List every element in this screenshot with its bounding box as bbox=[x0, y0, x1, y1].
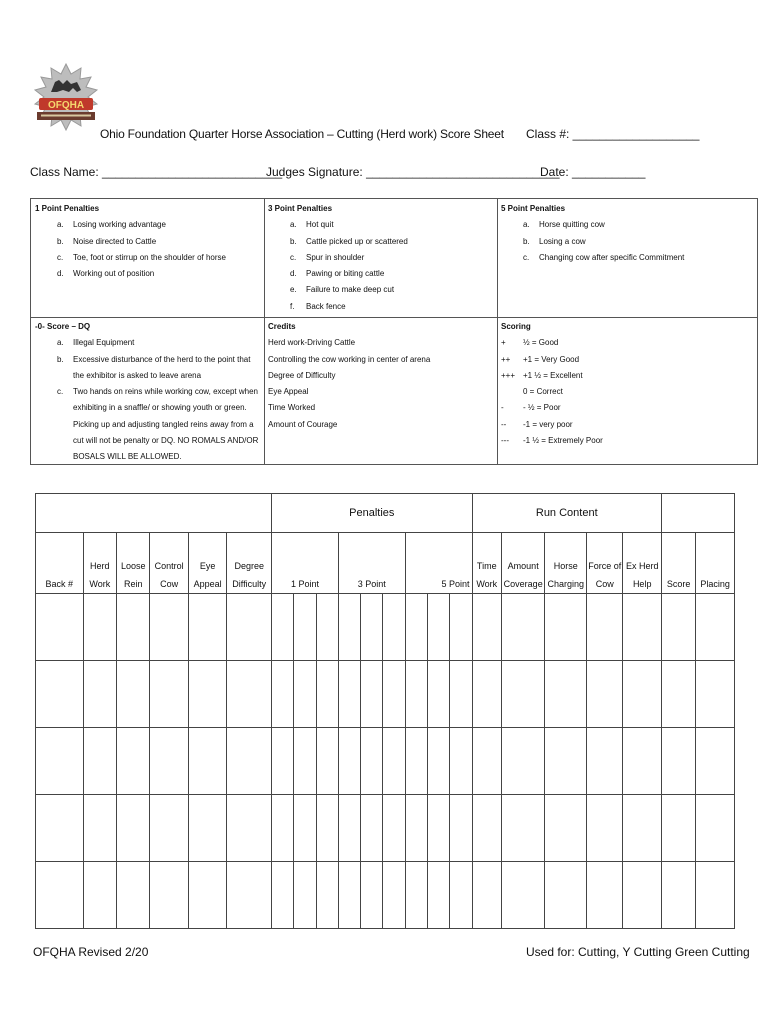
score-entry-cell[interactable] bbox=[405, 594, 427, 661]
form-title: Ohio Foundation Quarter Horse Association – Cutting (Herd work) Score Sheet bbox=[100, 127, 504, 141]
score-entry-cell[interactable] bbox=[338, 862, 360, 929]
score-entry-cell[interactable] bbox=[117, 661, 150, 728]
credit-item: Controlling the cow working in center of arena bbox=[268, 354, 431, 364]
score-entry-cell[interactable] bbox=[586, 795, 622, 862]
score-entry-cell[interactable] bbox=[83, 661, 116, 728]
score-entry-cell[interactable] bbox=[623, 661, 662, 728]
scoring-title: Scoring bbox=[501, 322, 531, 331]
five-point-penalties bbox=[497, 199, 759, 268]
revised-note: OFQHA Revised 2/20 bbox=[33, 945, 149, 959]
credit-item: Eye Appeal bbox=[268, 387, 309, 397]
score-entry-cell[interactable] bbox=[472, 795, 501, 862]
score-entry-cell[interactable] bbox=[472, 728, 501, 795]
score-entry-cell[interactable] bbox=[188, 795, 226, 862]
score-entry-cell[interactable] bbox=[316, 594, 338, 661]
score-entry-cell[interactable] bbox=[405, 661, 427, 728]
credit-item: Amount of Courage bbox=[268, 419, 338, 429]
score-entry-cell[interactable] bbox=[545, 795, 587, 862]
score-entry-cell[interactable] bbox=[428, 661, 450, 728]
score-entry-cell[interactable] bbox=[316, 728, 338, 795]
score-entry-cell[interactable] bbox=[294, 661, 316, 728]
score-entry-cell[interactable] bbox=[338, 661, 360, 728]
score-entry-cell[interactable] bbox=[586, 661, 622, 728]
score-entry-cell[interactable] bbox=[338, 795, 360, 862]
score-entry-cell[interactable] bbox=[545, 862, 587, 929]
score-entry-cell[interactable] bbox=[472, 594, 501, 661]
score-entry-cell[interactable] bbox=[117, 862, 150, 929]
table-row bbox=[36, 594, 735, 661]
score-rows bbox=[36, 594, 735, 929]
list-item: e. Failure to make deep cut bbox=[290, 285, 395, 295]
run-content-group-header: Run Content bbox=[472, 494, 661, 533]
score-entry-cell[interactable] bbox=[227, 795, 272, 862]
score-entry-cell[interactable] bbox=[188, 594, 226, 661]
col-horse-charging: Horse Charging bbox=[545, 533, 587, 594]
table-row bbox=[36, 862, 735, 929]
score-entry-cell[interactable] bbox=[227, 661, 272, 728]
score-entry-cell[interactable] bbox=[501, 661, 545, 728]
score-entry-cell[interactable] bbox=[696, 795, 735, 862]
list-item: c. Spur in shoulder bbox=[290, 252, 365, 262]
score-entry-cell[interactable] bbox=[661, 795, 695, 862]
score-entry-cell[interactable] bbox=[545, 728, 587, 795]
score-entry-cell[interactable] bbox=[501, 728, 545, 795]
list-item: b. Excessive disturbance of the herd to the point that the exhibitor is asked to leave arena bbox=[57, 354, 251, 380]
judges-signature-field[interactable]: Judges Signature: _____________________________ bbox=[266, 165, 560, 179]
penalties-group-header: Penalties bbox=[272, 494, 473, 533]
score-entry-cell[interactable] bbox=[383, 728, 405, 795]
score-entry-cell[interactable] bbox=[83, 795, 116, 862]
list-item: a. Horse quitting cow bbox=[523, 220, 605, 230]
dq-title: -0- Score – DQ bbox=[35, 322, 91, 331]
date-field[interactable]: Date: ___________ bbox=[540, 165, 646, 179]
col-back-number: Back # bbox=[36, 533, 84, 594]
scoring-item: ++ +1 = Very Good bbox=[501, 354, 580, 364]
score-entry-cell[interactable] bbox=[227, 862, 272, 929]
credits-title: Credits bbox=[268, 322, 296, 331]
score-entry-cell[interactable] bbox=[272, 795, 294, 862]
score-entry-cell[interactable] bbox=[83, 862, 116, 929]
score-entry-cell[interactable] bbox=[117, 594, 150, 661]
score-entry-cell[interactable] bbox=[623, 862, 662, 929]
list-item: a. Illegal Equipment bbox=[57, 338, 135, 348]
score-entry-cell[interactable] bbox=[294, 795, 316, 862]
five-point-title: 5 Point Penalties bbox=[501, 204, 566, 213]
score-entry-cell[interactable] bbox=[117, 795, 150, 862]
class-number-field[interactable]: Class #: ___________________ bbox=[526, 127, 700, 141]
score-entry-cell[interactable] bbox=[405, 862, 427, 929]
score-entry-cell[interactable] bbox=[117, 728, 150, 795]
score-entry-cell[interactable] bbox=[450, 795, 472, 862]
col-control-cow: Control Cow bbox=[150, 533, 188, 594]
credits bbox=[264, 317, 497, 435]
score-entry-cell[interactable] bbox=[501, 795, 545, 862]
used-for-note: Used for: Cutting, Y Cutting Green Cutting bbox=[526, 945, 750, 959]
col-time-work: Time Work bbox=[472, 533, 501, 594]
score-entry-cell[interactable] bbox=[36, 728, 84, 795]
score-entry-cell[interactable] bbox=[294, 862, 316, 929]
score-entry-cell[interactable] bbox=[450, 862, 472, 929]
score-entry-cell[interactable] bbox=[227, 594, 272, 661]
col-degree-difficulty: Degree Difficulty bbox=[227, 533, 272, 594]
list-item: b. Losing a cow bbox=[523, 236, 586, 246]
score-entry-cell[interactable] bbox=[383, 862, 405, 929]
class-name-field[interactable]: Class Name: ___________________________ bbox=[30, 165, 283, 179]
scoring-item: - - ½ = Poor bbox=[501, 403, 561, 413]
score-entry-cell[interactable] bbox=[428, 728, 450, 795]
col-placing: Placing bbox=[696, 533, 735, 594]
col-eye-appeal: Eye Appeal bbox=[188, 533, 226, 594]
score-entry-cell[interactable] bbox=[696, 594, 735, 661]
credit-item: Degree of Difficulty bbox=[268, 370, 336, 380]
col-ex-herd-help: Ex Herd Help bbox=[623, 533, 662, 594]
score-entry-cell[interactable] bbox=[623, 728, 662, 795]
score-entry-cell[interactable] bbox=[623, 594, 662, 661]
score-entry-cell[interactable] bbox=[361, 795, 383, 862]
credit-item: Time Worked bbox=[268, 403, 316, 413]
scoring-item: + ½ = Good bbox=[501, 338, 559, 348]
score-entry-cell[interactable] bbox=[450, 661, 472, 728]
score-entry-cell[interactable] bbox=[361, 594, 383, 661]
score-entry-cell[interactable] bbox=[383, 795, 405, 862]
one-point-penalties bbox=[31, 199, 264, 284]
score-entry-cell[interactable] bbox=[338, 594, 360, 661]
score-entry-cell[interactable] bbox=[696, 728, 735, 795]
col-loose-rein: Loose Rein bbox=[117, 533, 150, 594]
score-entry-cell[interactable] bbox=[661, 661, 695, 728]
scoring-item: +++ +1 ½ = Excellent bbox=[501, 370, 583, 380]
score-entry-cell[interactable] bbox=[188, 661, 226, 728]
scoring-item: --- -1 ½ = Extremely Poor bbox=[501, 436, 603, 446]
score-entry-cell[interactable] bbox=[545, 661, 587, 728]
score-entry-cell[interactable] bbox=[150, 594, 188, 661]
score-entry-cell[interactable] bbox=[83, 728, 116, 795]
score-entry-cell[interactable] bbox=[83, 594, 116, 661]
score-entry-cell[interactable] bbox=[428, 594, 450, 661]
score-entry-cell[interactable] bbox=[661, 594, 695, 661]
col-amount-coverage: Amount Coverage bbox=[501, 533, 545, 594]
scoring-item: 0 = Correct bbox=[523, 387, 563, 397]
list-item: d. Pawing or biting cattle bbox=[290, 269, 385, 279]
table-row bbox=[36, 795, 735, 862]
score-entry-cell[interactable] bbox=[623, 795, 662, 862]
ofqha-logo bbox=[33, 62, 99, 132]
score-entry-cell[interactable] bbox=[586, 862, 622, 929]
score-entry-cell[interactable] bbox=[150, 728, 188, 795]
col-5-point: 5 Point bbox=[405, 533, 472, 594]
score-entry-cell[interactable] bbox=[545, 594, 587, 661]
score-entry-cell[interactable] bbox=[272, 661, 294, 728]
scoring-item: -- -1 = very poor bbox=[501, 419, 573, 429]
score-entry-cell[interactable] bbox=[428, 862, 450, 929]
blank-header-cell bbox=[36, 494, 272, 533]
list-item: a. Losing working advantage bbox=[57, 220, 166, 230]
score-entry-cell[interactable] bbox=[316, 862, 338, 929]
score-entry-cell[interactable] bbox=[316, 661, 338, 728]
score-entry-cell[interactable] bbox=[272, 728, 294, 795]
score-entry-cell[interactable] bbox=[36, 795, 84, 862]
blank-header-cell bbox=[661, 494, 734, 533]
scoring bbox=[497, 317, 759, 451]
score-entry-cell[interactable] bbox=[586, 728, 622, 795]
score-entry-cell[interactable] bbox=[36, 594, 84, 661]
score-entry-cell[interactable] bbox=[150, 661, 188, 728]
dq-rules bbox=[31, 317, 264, 468]
col-3-point: 3 Point bbox=[338, 533, 405, 594]
score-entry-cell[interactable] bbox=[428, 795, 450, 862]
list-item: b. Cattle picked up or scattered bbox=[290, 236, 408, 246]
score-table bbox=[35, 493, 735, 930]
score-entry-cell[interactable] bbox=[661, 728, 695, 795]
score-entry-cell[interactable] bbox=[450, 594, 472, 661]
table-row bbox=[36, 661, 735, 728]
score-entry-cell[interactable] bbox=[586, 594, 622, 661]
score-entry-cell[interactable] bbox=[227, 728, 272, 795]
col-1-point: 1 Point bbox=[272, 533, 339, 594]
score-entry-cell[interactable] bbox=[36, 862, 84, 929]
svg-text:OFQHA: OFQHA bbox=[47, 100, 85, 111]
list-item: c. Changing cow after specific Commitment bbox=[523, 252, 685, 262]
list-item: b. Noise directed to Cattle bbox=[57, 236, 157, 246]
credit-item: Herd work-Driving Cattle bbox=[268, 338, 356, 348]
list-item: a. Hot quit bbox=[290, 220, 334, 230]
score-entry-cell[interactable] bbox=[272, 862, 294, 929]
list-item: c. Two hands on reins while working cow, except when exhibiting in a snaffle/ or showing youth or green. Picking up and adjusting tangled reins away from a cut will not be penalty or DQ. NO ROMALS AND/OR BOSALS WILL BE ALLOWED. bbox=[57, 387, 259, 462]
score-entry-cell[interactable] bbox=[383, 661, 405, 728]
score-entry-cell[interactable] bbox=[361, 862, 383, 929]
score-entry-cell[interactable] bbox=[188, 728, 226, 795]
score-entry-cell[interactable] bbox=[501, 862, 545, 929]
score-entry-cell[interactable] bbox=[696, 661, 735, 728]
score-entry-cell[interactable] bbox=[405, 795, 427, 862]
three-point-penalties bbox=[264, 199, 497, 317]
score-entry-cell[interactable] bbox=[338, 728, 360, 795]
col-score: Score bbox=[661, 533, 695, 594]
score-entry-cell[interactable] bbox=[294, 594, 316, 661]
score-entry-cell[interactable] bbox=[501, 594, 545, 661]
score-entry-cell[interactable] bbox=[472, 661, 501, 728]
rules-box bbox=[30, 198, 758, 465]
score-entry-cell[interactable] bbox=[361, 661, 383, 728]
score-entry-cell[interactable] bbox=[383, 594, 405, 661]
col-herd-work: Herd Work bbox=[83, 533, 116, 594]
score-entry-cell[interactable] bbox=[661, 862, 695, 929]
table-row bbox=[36, 728, 735, 795]
score-entry-cell[interactable] bbox=[450, 728, 472, 795]
list-item: d. Working out of position bbox=[57, 269, 155, 279]
score-entry-cell[interactable] bbox=[361, 728, 383, 795]
list-item: f. Back fence bbox=[290, 301, 346, 311]
three-point-title: 3 Point Penalties bbox=[268, 204, 333, 213]
score-entry-cell[interactable] bbox=[150, 795, 188, 862]
score-entry-cell[interactable] bbox=[294, 728, 316, 795]
score-entry-cell[interactable] bbox=[272, 594, 294, 661]
list-item: c. Toe, foot or stirrup on the shoulder of horse bbox=[57, 252, 226, 262]
score-entry-cell[interactable] bbox=[36, 661, 84, 728]
score-entry-cell[interactable] bbox=[150, 862, 188, 929]
score-entry-cell[interactable] bbox=[188, 862, 226, 929]
score-entry-cell[interactable] bbox=[472, 862, 501, 929]
one-point-title: 1 Point Penalties bbox=[35, 204, 100, 213]
score-entry-cell[interactable] bbox=[316, 795, 338, 862]
score-entry-cell[interactable] bbox=[405, 728, 427, 795]
score-entry-cell[interactable] bbox=[696, 862, 735, 929]
col-force-of-cow: Force of Cow bbox=[586, 533, 622, 594]
